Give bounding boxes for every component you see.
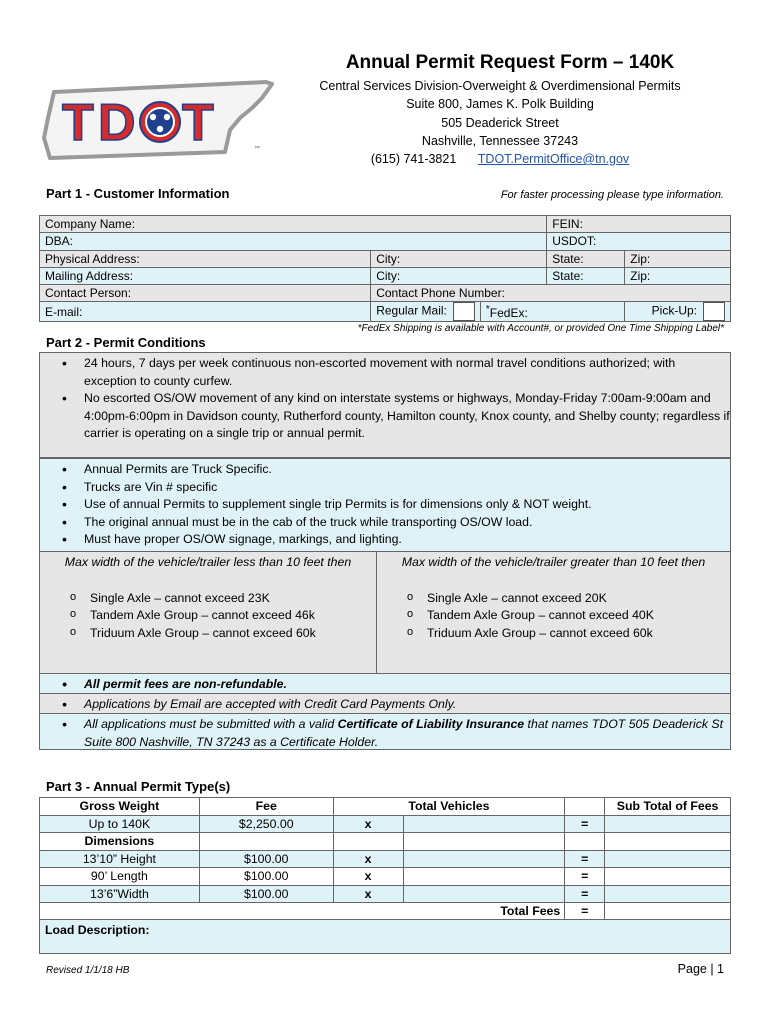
list-item: o Single Axle – cannot exceed 20K [377,590,730,608]
table-row [40,798,731,816]
list-item: • 24 hours, 7 days per week continuous non-escorted movement with normal travel conditions authorized; with exception to county curfew. [40,355,730,390]
certificate-note-bold: Certificate of Liability Insurance [337,717,525,731]
company-name-field[interactable]: Company Name: [40,216,547,233]
total-fees-label: Total Fees [40,903,565,921]
header-blank [565,798,605,816]
list-item: • Trucks are Vin # specific [40,479,730,497]
left-heading: Max width of the vehicle/trailer less than 10 feet then [64,555,352,569]
load-description-field[interactable]: Load Description: [39,919,731,954]
list-item: o Tandem Axle Group – cannot exceed 40K [377,607,730,625]
contact-phone-field[interactable]: Contact Phone Number: [371,285,731,302]
mailing-state-field[interactable]: State: [547,267,625,284]
subtotal-length[interactable] [605,868,731,886]
total-fees-value[interactable] [605,903,731,921]
certificate-note-pre: All applications must be submitted with a valid [84,717,338,731]
blank-cell [605,833,731,851]
part1-title: Part 1 - Customer Information [46,186,230,201]
width-label: 13’6”Width [40,885,200,903]
part3-title: Part 3 - Annual Permit Type(s) [46,779,231,794]
mailing-city-field[interactable]: City: [371,267,547,284]
regular-mail-checkbox[interactable] [453,302,475,321]
list-item: o Single Axle – cannot exceed 23K [40,590,376,608]
email-link[interactable]: TDOT.PermitOffice@tn.gov [477,152,630,166]
table-row [40,833,731,851]
svg-text:T: T [182,94,214,152]
svg-text:D: D [98,94,136,152]
list-item: o Tandem Axle Group – cannot exceed 46k [40,607,376,625]
header-subtotal: Sub Total of Fees [605,798,731,816]
height-label: 13’10” Height [40,850,200,868]
tdot-logo [40,78,275,178]
fedex-option [480,302,624,322]
equals-sign: = [565,868,605,886]
blank-cell [403,833,565,851]
page-number: Page | 1 [677,962,724,976]
list-item: • Annual Permits are Truck Specific. [40,461,730,479]
header-gross-weight: Gross Weight [40,798,200,816]
table-row [40,302,731,322]
pickup-checkbox[interactable] [703,302,725,321]
axle-limits-right [377,552,730,673]
regular-mail-option [371,302,481,322]
physical-address-field[interactable]: Physical Address: [40,250,371,267]
up-to-140k: Up to 140K [40,815,200,833]
times-sign: x [333,815,403,833]
table-row [40,868,731,886]
physical-city-field[interactable]: City: [371,250,547,267]
mailing-zip-field[interactable]: Zip: [625,267,731,284]
email-field[interactable]: E-mail: [40,302,371,322]
revision-note: Revised 1/1/18 HB [46,965,130,976]
equals-sign: = [565,885,605,903]
header-line-street: 505 Deaderick Street [441,116,559,130]
list-item: • Use of annual Permits to supplement single trip Permits is for dimensions only & NOT weight. [40,496,730,514]
blank-cell [199,833,333,851]
header-total-vehicles: Total Vehicles [333,798,565,816]
list-item: o Triduum Axle Group – cannot exceed 60k [40,625,376,643]
certificate-note-post: that names TDOT 505 Deaderick St Suite 800 Nashville, TN 37243 as a Certificate Holder. [84,717,724,749]
blank-cell [333,833,403,851]
axle-limits-block [39,551,731,674]
table-row [40,850,731,868]
header-contact-line [300,152,700,166]
svg-text:T: T [62,94,94,152]
total-vehicles-140k[interactable] [403,815,565,833]
certificate-note [40,716,730,751]
header-fee: Fee [199,798,333,816]
pickup-label: Pick-Up: [651,304,697,319]
subtotal-140k[interactable] [605,815,731,833]
regular-mail-label: Regular Mail: [376,304,447,319]
equals-sign: = [565,815,605,833]
blank-cell [565,833,605,851]
part2-title: Part 2 - Permit Conditions [46,335,206,350]
subtotal-height[interactable] [605,850,731,868]
list-item: o Triduum Axle Group – cannot exceed 60k [377,625,730,643]
list-item: • Must have proper OS/OW signage, markings, and lighting. [40,531,730,549]
conditions-block-1 [39,352,731,458]
list-item: • The original annual must be in the cab of the truck while transporting OS/OW load. [40,514,730,532]
table-row [40,250,731,267]
customer-info-table [39,215,731,322]
right-heading: Max width of the vehicle/trailer greater than 10 feet then [401,555,706,569]
length-fee: $100.00 [199,868,333,886]
conditions-block-2 [39,458,731,552]
times-sign: x [333,885,403,903]
table-row [40,233,731,250]
phone-number: (615) 741-3821 [370,152,457,166]
total-vehicles-width[interactable] [403,885,565,903]
faster-processing-note: For faster processing please type information. [500,189,724,201]
header-line-suite: Suite 800, James K. Polk Building [406,97,594,111]
email-note-block [39,693,731,714]
list-item: • No escorted OS/OW movement of any kind on interstate systems or highways, Monday-Friday 7:00am-9:00am and 4:00pm-6:00pm in Davidson county, Rutherford county, Hamilton county, Knox county, and Shelby county; regardless if carrier is operating on a single trip or annual permit. [40,390,730,443]
times-sign: x [333,850,403,868]
email-note: • Applications by Email are accepted with Credit Card Payments Only. [40,696,730,714]
up-to-140k-fee: $2,250.00 [199,815,333,833]
contact-person-field[interactable]: Contact Person: [40,285,371,302]
dimensions-heading: Dimensions [40,833,200,851]
table-row [40,216,731,233]
fein-field[interactable]: FEIN: [547,216,731,233]
equals-sign: = [565,850,605,868]
width-fee: $100.00 [199,885,333,903]
fees-note: • All permit fees are non-refundable. [40,676,730,694]
trademark: ™ [254,146,260,152]
table-row [40,885,731,903]
total-vehicles-height[interactable] [403,850,565,868]
height-fee: $100.00 [199,850,333,868]
permit-type-table [39,797,731,921]
table-row [40,903,731,921]
tristar-icon [140,102,180,142]
pickup-option [625,302,731,322]
physical-state-field[interactable]: State: [547,250,625,267]
table-row [40,815,731,833]
times-sign: x [333,868,403,886]
header-line-city: Nashville, Tennessee 37243 [421,134,579,148]
fedex-note: *FedEx Shipping is available with Account#, or provided One Time Shipping Label* [357,323,724,334]
total-vehicles-length[interactable] [403,868,565,886]
header-line-division: Central Services Division-Overweight & Overdimensional Permits [319,79,681,93]
table-row [40,267,731,284]
axle-limits-left [40,552,377,673]
certificate-note-block [39,713,731,750]
equals-sign: = [565,903,605,921]
physical-zip-field[interactable]: Zip: [625,250,731,267]
usdot-field[interactable]: USDOT: [547,233,731,250]
fedex-asterisk: * [485,304,490,316]
mailing-address-field[interactable]: Mailing Address: [40,267,371,284]
dba-field[interactable]: DBA: [40,233,547,250]
subtotal-width[interactable] [605,885,731,903]
tennessee-state-logo [40,78,275,178]
table-row [40,285,731,302]
length-label: 90’ Length [40,868,200,886]
form-title: Annual Permit Request Form – 140K [345,52,675,73]
fedex-label: FedEx: [489,306,528,321]
fees-note-block [39,673,731,694]
